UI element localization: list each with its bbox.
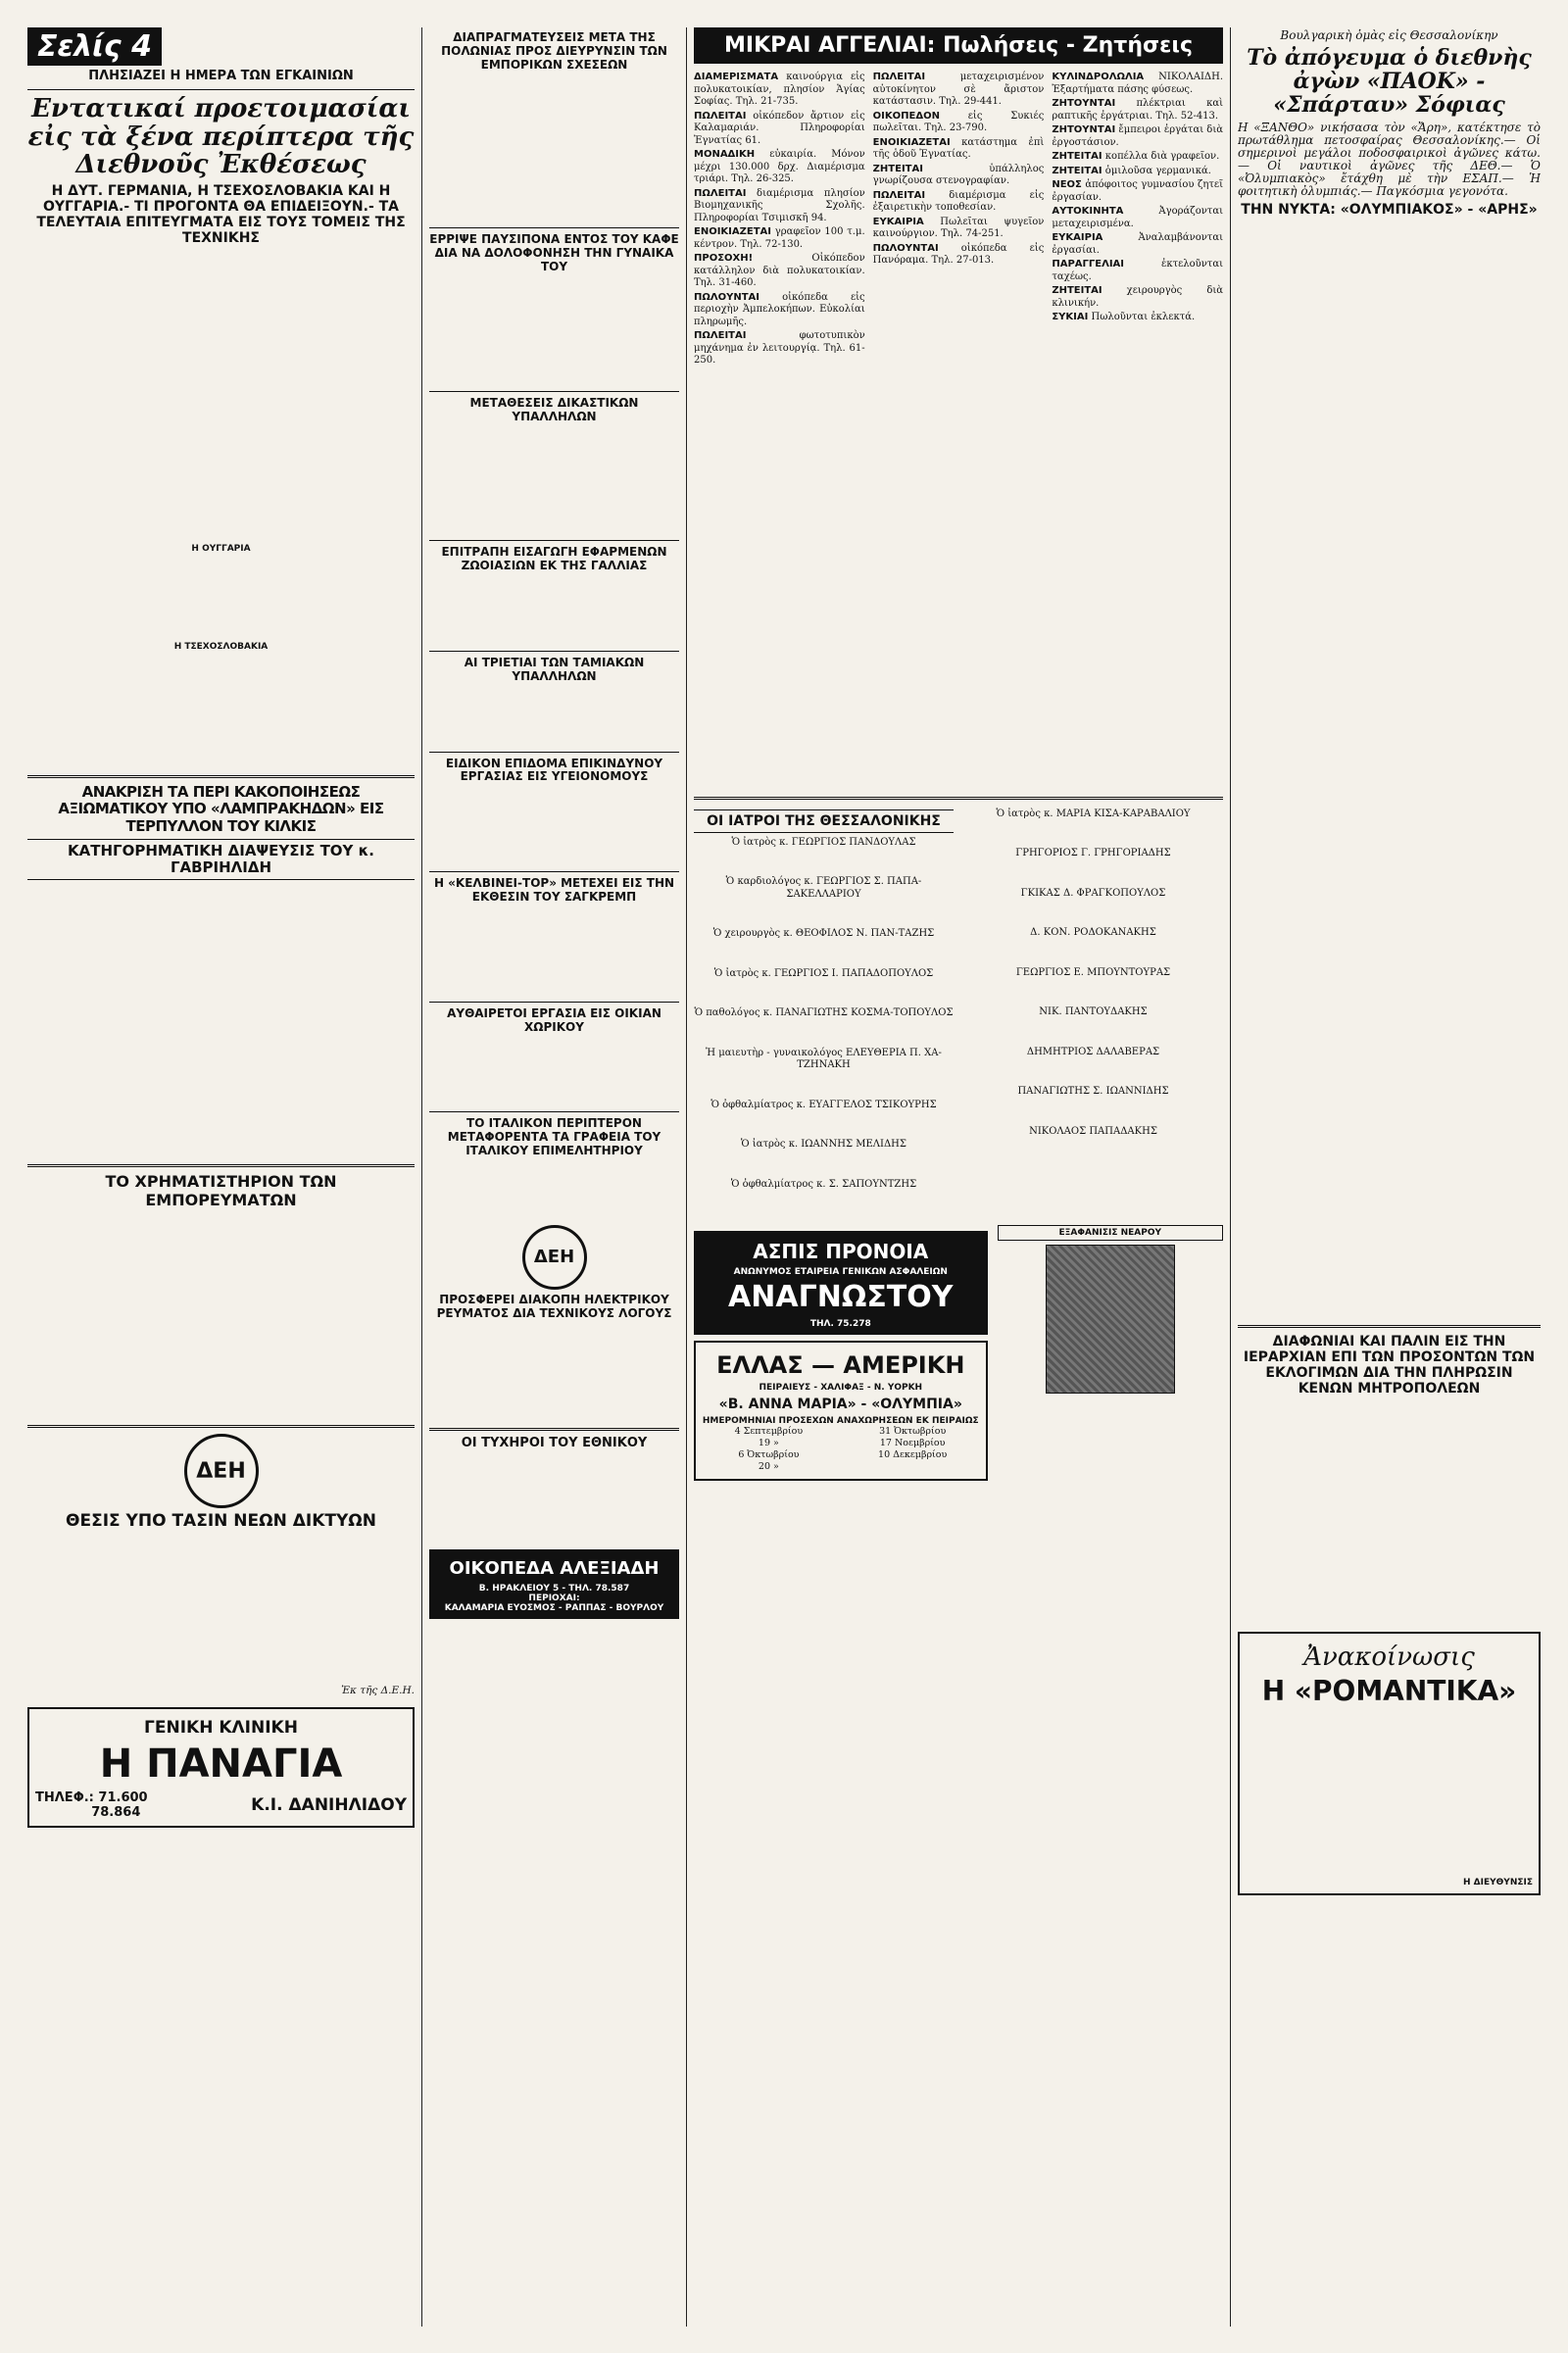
dei-logo-2: ΔΕΗ <box>522 1225 587 1290</box>
classified-ad: ΑΥΤΟΚΙΝΗΤΑ Ἀγοράζονται μεταχειρισμένα. <box>1052 206 1223 229</box>
doctor-entry: Ἡ μαιευτὴρ - γυναικολόγος ΕΛΕΥΘΕΡΙΑ Π. ΧΑ-ΤΖΗΝΑΚΗ <box>706 1047 942 1071</box>
ship-date: 10 Δεκεμβρίου <box>878 1449 948 1461</box>
ship-dates-title: ΗΜΕΡΟΜΗΝΙΑΙ ΠΡΟΣΕΧΩΝ ΑΝΑΧΩΡΗΣΕΩΝ ΕΚ ΠΕΙΡΑΙΩΣ <box>702 1416 979 1427</box>
notice-title: Η «ΡΟΜΑΝΤΙΚΑ» <box>1261 1674 1517 1707</box>
dei-sign: Ἐκ τῆς Δ.Ε.Η. <box>341 1684 415 1696</box>
column-4 <box>1238 27 1541 2327</box>
classified-ad: ΠΩΛΕΙΤΑΙ φωτοτυπικὸν μηχάνημα ἐν λειτουργίᾳ. Τηλ. 61-250. <box>694 330 865 366</box>
ship-date: 19 » <box>758 1438 779 1449</box>
ads-column-left <box>694 70 865 369</box>
classified-ad: ΖΗΤΕΙΤΑΙ κοπέλλα διὰ γραφεῖον. <box>1052 151 1220 162</box>
top-line: ΠΛΗΣΙΑΖΕΙ Η ΗΜΕΡΑ ΤΩΝ ΕΓΚΑΙΝΙΩΝ <box>88 69 354 83</box>
shipping-ad <box>694 1341 988 1482</box>
insurance-phone: 75.278 <box>837 1318 871 1329</box>
classified-ad: ΖΗΤΕΙΤΑΙ ὑπάλληλος γνωρίζουσα στενογραφίαν. <box>872 163 1045 186</box>
doctor-entry: ΠΑΝΑΓΙΩΤΗΣ Σ. ΙΩΑΝΝΙΔΗΣ <box>1017 1086 1169 1097</box>
headline-transfers: ΜΕΤΑΘΕΣΕΙΣ ΔΙΚΑΣΤΙΚΩΝ ΥΠΑΛΛΗΛΩΝ <box>469 395 639 423</box>
doctor-entry: ΝΙΚ. ΠΑΝΤΟΥΔΑΚΗΣ <box>1039 1006 1148 1017</box>
notice-kicker: Ἀνακοίνωσις <box>1303 1642 1475 1673</box>
classified-ad: ΠΩΛΟΥΝΤΑΙ οἰκόπεδα εἰς περιοχὴν Ἀμπελοκήπων. Εὐκολίαι πληρωμῆς. <box>694 291 865 327</box>
doctor-entry: ΔΗΜΗΤΡΙΟΣ ΔΑΛΑΒΕΡΑΣ <box>1026 1046 1160 1057</box>
ship-date: 20 » <box>758 1461 779 1473</box>
classified-ad: ΖΗΤΟΥΝΤΑΙ ἔμπειροι ἐργάται διὰ ἐργοστάσιον. <box>1052 124 1223 148</box>
headline-village: ΑΥΘΑΙΡΕΤΟΙ ΕΡΓΑΣΙΑ ΕΙΣ ΟΙΚΙΑΝ ΧΩΡΙΚΟΥ <box>447 1005 662 1034</box>
doctor-entry: ΓΡΗΓΟΡΙΟΣ Γ. ΓΡΗΓΟΡΙΑΔΗΣ <box>1015 848 1171 858</box>
column-3 <box>694 27 1223 2327</box>
exchange-headline: ΤΟ ΧΡΗΜΑΤΙΣΤΗΡΙΟΝ ΤΩΝ ΕΜΠΟΡΕΥΜΑΤΩΝ <box>105 1172 337 1209</box>
ship-date: 6 Ὀκτωβρίου <box>738 1449 800 1461</box>
classified-ad: ΠΡΟΣΟΧΗ! Οἰκόπεδον κατάλληλον διὰ πολυκατοικίαν. Τηλ. 31-460. <box>694 253 865 288</box>
ship-route: ΠΕΙΡΑΙΕΥΣ - ΧΑΛΙΦΑΞ - Ν. ΥΟΡΚΗ <box>759 1383 923 1394</box>
newspaper-page <box>27 27 1541 2327</box>
classified-ad: ΜΟΝΑΔΙΚΗ εὐκαιρία. Μόνον μέχρι 130.000 δρχ. Διαμέρισμα τριάρι. Τηλ. 26-325. <box>694 149 865 184</box>
classified-ad: ΝΕΟΣ ἀπόφοιτος γυμνασίου ζητεῖ ἐργασίαν. <box>1052 179 1223 203</box>
clinic-owner: Κ.Ι. ΔΑΝΙΗΛΙΔΟΥ <box>251 1795 407 1816</box>
clinic-phone-2: 78.864 <box>91 1805 141 1821</box>
trial-headline: ΑΝΑΚΡΙΣΗ ΤΑ ΠΕΡΙ ΚΑΚΟΠΟΙΗΣΕΩΣ ΑΞΙΩΜΑΤΙΚΟΥ ΥΠΟ «ΛΑΜΠΡΑΚΗΔΩΝ» ΕΙΣ ΤΕΡΠΥΛΛΟΝ ΤΟΥ ΚΙΛΚΙΣ <box>58 783 384 835</box>
classified-ad: ΕΥΚΑΙΡΙΑ Πωλεῖται ψυγεῖον καινούργιον. Τηλ. 74-251. <box>872 216 1045 239</box>
classified-ad: ΠΩΛΟΥΝΤΑΙ οἰκόπεδα εἰς Πανόραμα. Τηλ. 27-013. <box>872 242 1045 266</box>
classified-ad: ΟΙΚΟΠΕΔΟΝ εἰς Συκιές πωλεῖται. Τηλ. 23-790. <box>872 110 1045 133</box>
doctor-entry: Ὁ χειρουργὸς κ. ΘΕΟΦΙΛΟΣ Ν. ΠΑΝ-ΤΑΖΗΣ <box>712 928 935 940</box>
ship-date: 4 Σεπτεμβρίου <box>734 1426 804 1438</box>
sports-kicker: Βουλγαρικὴ ὁμὰς εἰς Θεσσαλονίκην <box>1280 28 1498 42</box>
clinic-name: Η ΠΑΝΑΓΙΑ <box>99 1741 343 1788</box>
classified-ad: ΣΥΚΙΑΙ Πωλοῦνται ἐκλεκτά. <box>1052 312 1196 322</box>
doctor-entry: Ὁ ἰατρὸς κ. ΜΑΡΙΑ ΚΙΣΑ-ΚΑΡΑΒΑΛΙΟΥ <box>996 808 1191 819</box>
headline-poison: ΕΡΡΙΨΕ ΠΑΥΣΙΠΟΝΑ ΕΝΤΟΣ ΤΟΥ ΚΑΦΕ ΔΙΑ ΝΑ ΔΟΛΟΦΟΝΗΣΗ ΤΗΝ ΓΥΝΑΙΚΑ ΤΟΥ <box>429 232 679 273</box>
classified-ad: ΕΝΟΙΚΙΑΖΕΤΑΙ γραφεῖον 100 τ.μ. κέντρον. Τηλ. 72-130. <box>694 226 865 250</box>
plots-area: ΚΑΛΑΜΑΡΙΑ ΕΥΟΣΜΟΣ - ΡΑΠΠΑΣ - ΒΟΥΡΛΟΥ <box>444 1602 664 1613</box>
headline-power-cut: ΠΡΟΣΦΕΡΕΙ ΔΙΑΚΟΠΗ ΗΛΕΚΤΡΙΚΟΥ ΡΕΥΜΑΤΟΣ ΔΙΑ ΤΕΧΝΙΚΟΥΣ ΛΟΓΟΥΣ <box>436 1292 672 1320</box>
fair-article-body <box>27 250 415 544</box>
doctor-entry: Ὁ ἰατρὸς κ. ΙΩΑΝΝΗΣ ΜΕΛΙΔΗΣ <box>741 1139 906 1151</box>
romantika-notice <box>1238 1632 1541 1895</box>
night-line: ΤΗΝ ΝΥΚΤΑ: «ΟΛΥΜΠΙΑΚΟΣ» - «ΑΡΗΣ» <box>1241 201 1538 218</box>
doctor-entry: Ὁ ἰατρὸς κ. ΓΕΩΡΓΙΟΣ Ι. ΠΑΠΑΔΟΠΟΥΛΟΣ <box>713 967 934 979</box>
ship-date: 17 Νοεμβρίου <box>879 1438 946 1449</box>
ship-title: ΕΛΛΑΣ — ΑΜΕΡΙΚΗ <box>716 1350 965 1379</box>
plots-ad <box>429 1549 679 1619</box>
ads-column-mid <box>873 70 1045 369</box>
section-label: Σελίς 4 <box>27 27 162 66</box>
classified-ad: ΚΥΛΙΝΔΡΟΛΩΛΙΑ ΝΙΚΟΛΑΙΔΗ. Ἐξαρτήματα πάσης φύσεως. <box>1052 72 1223 95</box>
funeral-label: ΕΞΑΦΑΝΙΣΙΣ ΝΕΑΡΟΥ <box>998 1225 1223 1241</box>
doctor-entry: Δ. ΚΟΝ. ΡΟΔΟΚΑΝΑΚΗΣ <box>1030 927 1156 938</box>
doctors-title: ΟΙ ΙΑΤΡΟΙ ΤΗΣ ΘΕΣΣΑΛΟΝΙΚΗΣ <box>694 809 954 833</box>
column-2 <box>429 27 679 2327</box>
doctors-section <box>694 806 954 1216</box>
notice-sign: Η ΔΙΕΥΘΥΝΣΙΣ <box>1463 1877 1533 1887</box>
headline-health: ΕΙΔΙΚΟΝ ΕΠΙΔΟΜΑ ΕΠΙΚΙΝΔΥΝΟΥ ΕΡΓΑΣΙΑΣ ΕΙΣ ΥΓΕΙΟΝΟΜΟΥΣ <box>445 756 663 784</box>
classified-ad: ΖΗΤΕΙΤΑΙ ὁμιλοῦσα γερμανικά. <box>1052 165 1211 176</box>
column-1 <box>27 27 415 2327</box>
clinic-phone-label: ΤΗΛΕΦ.: <box>35 1790 94 1806</box>
clinic-ad <box>27 1707 415 1829</box>
trial-subhead: ΚΑΤΗΓΟΡΗΜΑΤΙΚΗ ΔΙΑΨΕΥΣΙΣ ΤΟΥ κ. ΓΑΒΡΙΗΛΙΔΗ <box>27 839 415 881</box>
classified-ad: ΠΑΡΑΓΓΕΛΙΑΙ ἐκτελοῦνται ταχέως. <box>1052 259 1223 282</box>
ship-date: 31 Ὀκτωβρίου <box>879 1426 947 1438</box>
missing-youth-photo <box>1046 1245 1175 1394</box>
classified-ad: ΠΩΛΕΙΤΑΙ οἰκόπεδον ἄρτιον εἰς Καλαμαριάν. Πληροφορίαι Ἐγνατίας 61. <box>694 110 865 146</box>
clinic-phone-1: 71.600 <box>98 1790 148 1806</box>
dei-headline: ΘΕΣΙΣ ΥΠΟ ΤΑΣΙΝ ΝΕΩΝ ΔΙΚΤΥΩΝ <box>66 1511 376 1532</box>
plots-title: ΟΙΚΟΠΕΔΑ ΑΛΕΞΙΑΔΗ <box>449 1558 660 1580</box>
sub-hungary: Η ΟΥΓΓΑΡΙΑ <box>191 544 251 555</box>
doctor-entry: ΓΕΩΡΓΙΟΣ Ε. ΜΠΟΥΝΤΟΥΡΑΣ <box>1015 966 1171 978</box>
insurance-sub: ΑΝΩΝΥΜΟΣ ΕΤΑΙΡΕΙΑ ΓΕΝΙΚΩΝ ΑΣΦΑΛΕΙΩΝ <box>733 1267 948 1278</box>
headline-italian: ΤΟ ΙΤΑΛΙΚΟΝ ΠΕΡΙΠΤΕΡΟΝ ΜΕΤΑΦΟΡΕΝΤΑ ΤΑ ΓΡΑΦΕΙΑ ΤΟΥ ΙΤΑΛΙΚΟΥ ΕΠΙΜΕΛΗΤΗΡΙΟΥ <box>447 1116 662 1157</box>
headline-france: ΕΠΙΤΡΑΠΗ ΕΙΣΑΓΩΓΗ ΕΦΑΡΜΕΝΩΝ ΖΩΟΙΑΣΙΩΝ ΕΚ ΤΗΣ ΓΑΛΛΙΑΣ <box>441 545 667 573</box>
doctor-entry: Ὁ παθολόγος κ. ΠΑΝΑΓΙΩΤΗΣ ΚΟΣΜΑ-ΤΟΠΟΥΛΟΣ <box>694 1007 954 1019</box>
sports-headline: Τὸ ἀπόγευμα ὁ διεθνὴς ἀγὼν «ΠΑΟΚ» - «Σπάρταυ» Σόφιας <box>1247 45 1532 119</box>
headline-treasury: ΑΙ ΤΡΙΕΤΙΑΙ ΤΩΝ ΤΑΜΙΑΚΩΝ ΥΠΑΛΛΗΛΩΝ <box>464 655 645 683</box>
doctor-entry: ΝΙΚΟΛΑΟΣ ΠΑΠΑΔΑΚΗΣ <box>1029 1125 1157 1137</box>
classified-ad: ΠΩΛΕΙΤΑΙ μεταχειρισμένον αὐτοκίνητον σὲ ἄριστον κατάστασιν. Τηλ. 29-441. <box>872 72 1045 107</box>
classified-ad: ΖΗΤΟΥΝΤΑΙ πλέκτριαι καὶ ραπτικῆς ἐργάτριαι. Τηλ. 52-413. <box>1052 98 1223 122</box>
classifieds-title: ΜΙΚΡΑΙ ΑΓΓΕΛΙΑΙ: Πωλήσεις - Ζητήσεις <box>694 27 1223 64</box>
doctor-entry: Ὁ ὀφθαλμίατρος κ. ΕΥΑΓΓΕΛΟΣ ΤΣΙΚΟΥΡΗΣ <box>710 1099 937 1110</box>
classified-ad: ΠΩΛΕΙΤΑΙ διαμέρισμα πλησίον Βιομηχανικῆς Σχολῆς. Πληροφορίαι Τσιμισκῆ 94. <box>694 187 865 223</box>
church-headline: ΔΙΑΦΩΝΙΑΙ ΚΑΙ ΠΑΛΙΝ ΕΙΣ ΤΗΝ ΙΕΡΑΡΧΙΑΝ ΕΠΙ ΤΩΝ ΠΡΟΣΟΝΤΩΝ ΤΩΝ ΕΚΛΟΓΙΜΩΝ ΔΙΑ ΤΗΝ ΠΛΗΡΩΣΙΝ ΚΕΝΩΝ ΜΗΤΡΟΠΟΛΕΩΝ <box>1243 1333 1536 1397</box>
classified-ad: ΖΗΤΕΙΤΑΙ χειρουργὸς διὰ κλινικήν. <box>1052 285 1223 309</box>
headline-lottery: ΟΙ ΤΥΧΗΡΟΙ ΤΟΥ ΕΘΝΙΚΟΥ <box>461 1436 648 1451</box>
sub-czech: Η ΤΣΕΧΟΣΛΟΒΑΚΙΑ <box>173 642 269 653</box>
classified-ad: ΠΩΛΕΙΤΑΙ διαμέρισμα εἰς ἐξαιρετικὴν τοποθεσίαν. <box>872 189 1045 213</box>
headline-kelvinator: Η «ΚΕΛΒΙΝΕΙ-ΤΟΡ» ΜΕΤΕΧΕΙ ΕΙΣ ΤΗΝ ΕΚΘΕΣΙΝ ΤΟΥ ΣΑΓΚΡΕΜΠ <box>433 876 675 904</box>
doctors-right <box>963 806 1223 1216</box>
fair-subhead: Η ΔΥΤ. ΓΕΡΜΑΝΙΑ, Η ΤΣΕΧΟΣΛΟΒΑΚΙΑ ΚΑΙ Η ΟΥΓΓΑΡΙΑ.- ΤΙ ΠΡΟΓΟΝΤΑ ΘΑ ΕΠΙΔΕΙΞΟΥΝ.- ΤΑ ΤΕΛΕΥΤΑΙΑ ΕΠΙΤΕΥΓΜΑΤΑ ΕΙΣ ΤΟΥΣ ΤΟΜΕΙΣ ΤΗΣ ΤΕΧΝΙΚΗΣ <box>36 182 406 246</box>
doctor-entry: Ὁ ἰατρὸς κ. ΓΕΩΡΓΙΟΣ ΠΑΝΔΟΥΛΑΣ <box>731 836 916 848</box>
plots-area-label: ΠΕΡΙΟΧΑΙ: <box>528 1593 580 1603</box>
doctor-entry: ΓΚΙΚΑΣ Δ. ΦΡΑΓΚΟΠΟΥΛΟΣ <box>1020 887 1166 899</box>
insurance-name: ΑΣΠΙΣ ΠΡΟΝΟΙΑ <box>753 1240 929 1264</box>
dei-logo: ΔΕΗ <box>184 1434 259 1508</box>
classified-ad: ΔΙΑΜΕΡΙΣΜΑΤΑ καινούργια εἰς πολυκατοικίαν, πλησίον Ἁγίας Σοφίας. Τηλ. 21-735. <box>694 72 865 107</box>
sports-deck: Η «ΞΑΝΘΟ» νικήσασα τὸν «Ἄρη», κατέκτησε τὸ πρωτάθλημα πετοσφαίρας Θεσσαλονίκης.— Οἱ σημερινοὶ μεγάλοι ποδοσφαιρικοὶ ἀγῶνες κάτω.— Οἱ ναυτικοὶ ἀγῶνες τῆς ΔΕΘ.— Ὁ «Ὀλυμπιακὸς» ἔτάχθη μὲ τὴν ΕΣΑΠ.— Ἡ φοιτητικὴ ὀλυμπιάς.— Παγκόσμια γεγονότα. <box>1238 120 1541 198</box>
insurance-agent: ΑΝΑΓΝΩΣΤΟΥ <box>728 1280 954 1315</box>
clinic-label: ΓΕΝΙΚΗ ΚΛΙΝΙΚΗ <box>144 1717 298 1738</box>
fair-headline: Εντατικαί προετοιμασίαι εἰς τὰ ξένα περίπτερα τῆς Διεθνοῦς Ἐκθέσεως <box>27 93 415 180</box>
ship-vessels: «Β. ΑΝΝΑ ΜΑΡΙΑ» - «ΟΛΥΜΠΙΑ» <box>718 1397 962 1413</box>
doctor-entry: Ὁ καρδιολόγος κ. ΓΕΩΡΓΙΟΣ Σ. ΠΑΠΑ-ΣΑΚΕΛΛΑΡΙΟΥ <box>725 876 922 900</box>
classified-ad: ΕΝΟΙΚΙΑΖΕΤΑΙ κατάστημα ἐπὶ τῆς ὁδοῦ Ἐγνατίας. <box>872 136 1045 160</box>
insurance-ad: ΑΣΠΙΣ ΠΡΟΝΟΙΑ ΑΝΩΝΥΜΟΣ ΕΤΑΙΡΕΙΑ ΓΕΝΙΚΩΝ ΑΣΦΑΛΕΙΩΝ ΑΝΑΓΝΩΣΤΟΥ ΤΗΛ. 75.278 <box>694 1231 988 1335</box>
doctor-entry: Ὁ ὀφθαλμίατρος κ. Σ. ΣΑΠΟΥΝΤΖΗΣ <box>730 1178 917 1190</box>
plots-address: Β. ΗΡΑΚΛΕΙΟΥ 5 - ΤΗΛ. 78.587 <box>478 1583 630 1593</box>
classified-ad: ΕΥΚΑΙΡΙΑ Ἀναλαμβάνονται ἐργασίαι. <box>1052 232 1223 256</box>
ads-column-right <box>1052 70 1223 369</box>
headline-poland: ΔΙΑΠΡΑΓΜΑΤΕΥΣΕΙΣ ΜΕΤΑ ΤΗΣ ΠΟΛΩΝΙΑΣ ΠΡΟΣ ΔΙΕΥΡΥΝΣΙΝ ΤΩΝ ΕΜΠΟΡΙΚΩΝ ΣΧΕΣΕΩΝ <box>441 30 667 72</box>
